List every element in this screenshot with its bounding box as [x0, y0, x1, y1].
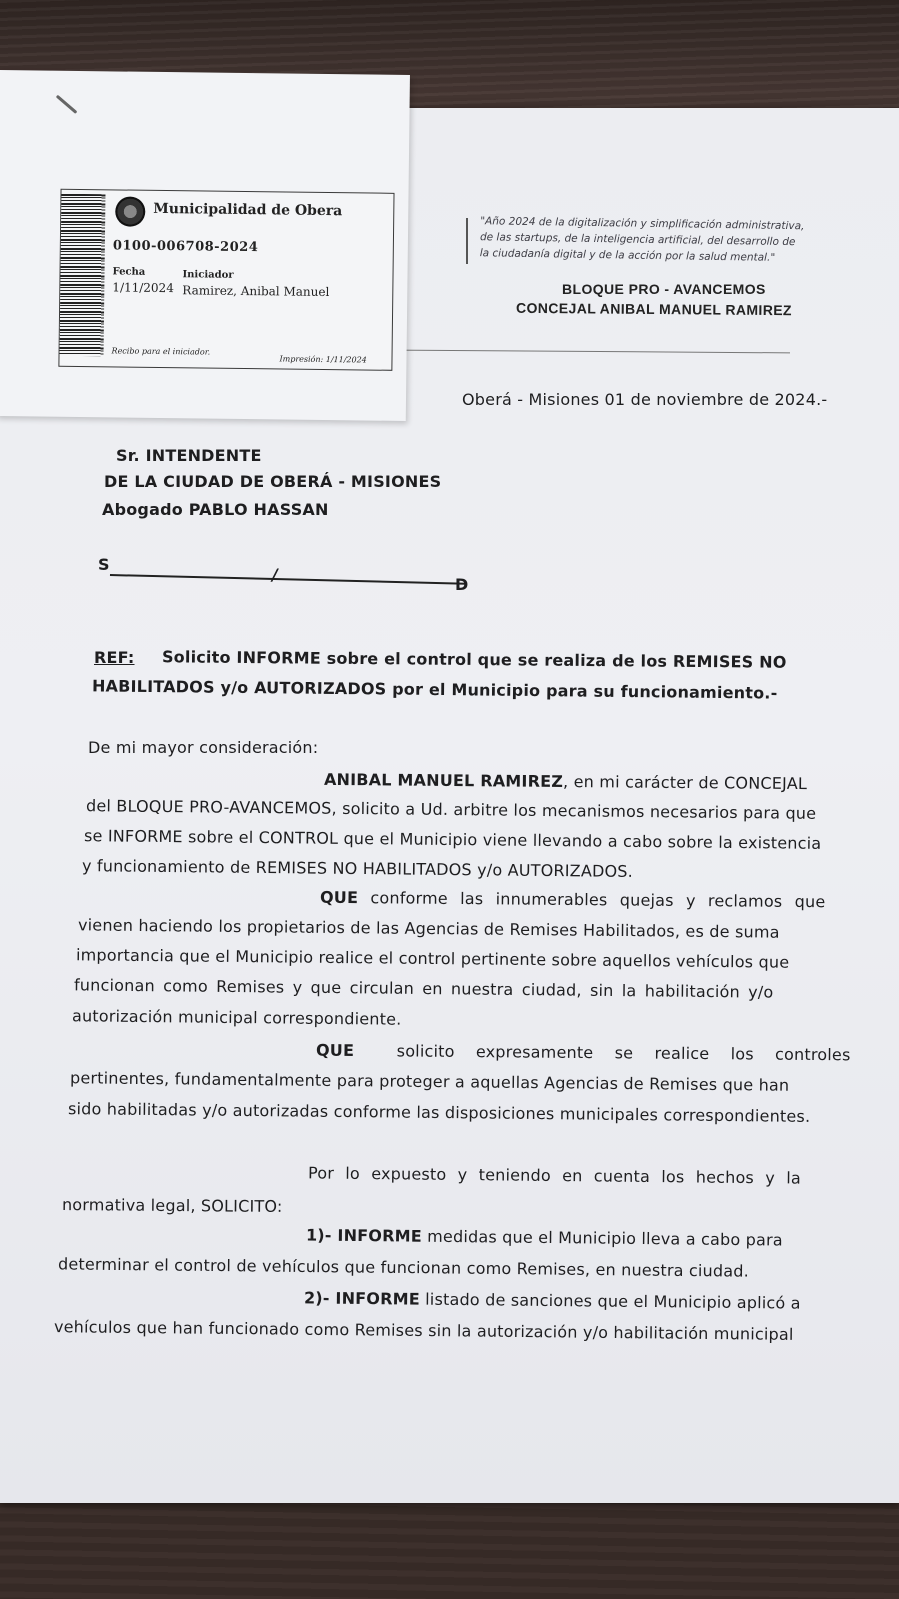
paragraph-3-line-2: pertinentes, fundamentalmente para proteger a aquellas Agencias de Remises que han [69, 1068, 790, 1095]
receipt-box [58, 189, 394, 371]
paragraph-3-line-1 [316, 1041, 851, 1065]
p2-bold: QUE [319, 887, 359, 908]
motto [480, 213, 841, 267]
sd-line [110, 574, 466, 584]
paragraph-1-line-2: del BLOQUE PRO-AVANCEMOS, solicito a Ud. arbitre los mecanismos necesarios para que [85, 796, 817, 823]
paragraph-4-line-1: Por lo expuesto y teniendo en cuenta los hechos y la [307, 1163, 802, 1188]
addressee-line-3: Abogado PABLO HASSAN [102, 500, 329, 519]
p2-line-1-text: conforme las innumerables quejas y reclamos que [370, 888, 826, 912]
item-2-line-2: vehículos que han funcionado como Remises sin la autorización y/o habilitación municipal [53, 1317, 794, 1344]
motto-divider [466, 218, 468, 264]
item-1-line-2: determinar el control de vehículos que funcionan como Remises, en nuestra ciudad. [57, 1254, 750, 1281]
receipt-iniciador-value: Ramirez, Anibal Manuel [182, 283, 330, 300]
municipal-seal-icon [115, 196, 145, 226]
receipt-slip [0, 70, 410, 421]
motto-line-1: "Año 2024 de la digitalización y simplificación administrativa, [480, 215, 805, 233]
place-date: Oberá - Misiones 01 de noviembre de 2024.- [462, 390, 828, 409]
paragraph-1-line-4: y funcionamiento de REMISES NO HABILITADOS y/o AUTORIZADOS. [81, 856, 634, 881]
sd-s: S [98, 555, 110, 574]
paragraph-2-line-4: funcionan como Remises y que circulan en nuestra ciudad, sin la habilitación y/o [73, 975, 774, 1002]
barcode [60, 194, 106, 357]
item-1-line-1 [306, 1226, 783, 1250]
item-2-line-1 [304, 1288, 801, 1312]
item-1-line-1-text: medidas que el Municipio lleva a cabo para [427, 1226, 783, 1250]
item-2-bold: 2)- INFORME [303, 1288, 421, 1309]
receipt-recibo: Recibo para el iniciador. [111, 346, 211, 357]
wood-grain-bottom [0, 1495, 899, 1599]
receipt-fecha-label: Fecha [112, 266, 146, 278]
bloque-name: BLOQUE PRO - AVANCEMOS [562, 281, 766, 297]
p3-bold: QUE [315, 1040, 355, 1060]
p1-line-1-text: , en mi carácter de CONCEJAL [563, 771, 808, 794]
paragraph-2-line-2: vienen haciendo los propietarios de las Agencias de Remises Habilitados, es de suma [77, 915, 780, 942]
paragraph-2-line-1 [320, 888, 826, 911]
item-2-line-1-text: listado de sanciones que el Municipio aplicó a [425, 1289, 801, 1313]
receipt-file-number: 0100-006708-2024 [112, 238, 259, 256]
motto-line-3: la ciudadanía digital y de la acción por la salud mental." [479, 247, 776, 264]
receipt-fecha-value: 1/11/2024 [112, 280, 174, 296]
ref-line-1: Solicito INFORME sobre el control que se realiza de los REMISES NO [161, 647, 787, 672]
receipt-impresion: Impresión: 1/11/2024 [279, 354, 367, 365]
greeting: De mi mayor consideración: [88, 738, 319, 757]
receipt-municipality: Municipalidad de Obera [153, 200, 343, 220]
paragraph-1-line-1 [324, 770, 807, 793]
letterhead-rule [395, 350, 790, 354]
paragraph-2-line-5: autorización municipal correspondiente. [71, 1006, 402, 1029]
p3-line-1-text: solicito expresamente se realice los controles [396, 1041, 851, 1065]
addressee-line-2: DE LA CIUDAD DE OBERÁ - MISIONES [104, 472, 442, 491]
sd-d: D [455, 575, 469, 594]
item-1-bold: 1)- INFORME [305, 1225, 423, 1246]
addressee-line-1: Sr. INTENDENTE [116, 446, 262, 465]
ref-label: REF: [94, 648, 135, 667]
motto-line-2: de las startups, de la inteligencia artificial, del desarrollo de [479, 231, 796, 249]
receipt-iniciador-label: Iniciador [182, 269, 234, 281]
concejal-name: CONCEJAL ANIBAL MANUEL RAMIREZ [515, 299, 793, 319]
p1-bold-name: ANIBAL MANUEL RAMIREZ [323, 769, 564, 791]
paragraph-1-line-3: se INFORME sobre el CONTROL que el Municipio viene llevando a cabo sobre la existencia [83, 826, 822, 853]
paragraph-3-line-3: sido habilitadas y/o autorizadas conforme las disposiciones municipales correspondientes. [67, 1099, 811, 1126]
ref-line-2: HABILITADOS y/o AUTORIZADOS por el Municipio para su funcionamiento.- [91, 676, 778, 703]
paragraph-4-line-2: normativa legal, SOLICITO: [61, 1195, 283, 1216]
sd-slash: / [272, 565, 279, 584]
paragraph-2-line-3: importancia que el Municipio realice el control pertinente sobre aquellos vehículos que [75, 945, 790, 972]
pen-mark [56, 95, 78, 114]
